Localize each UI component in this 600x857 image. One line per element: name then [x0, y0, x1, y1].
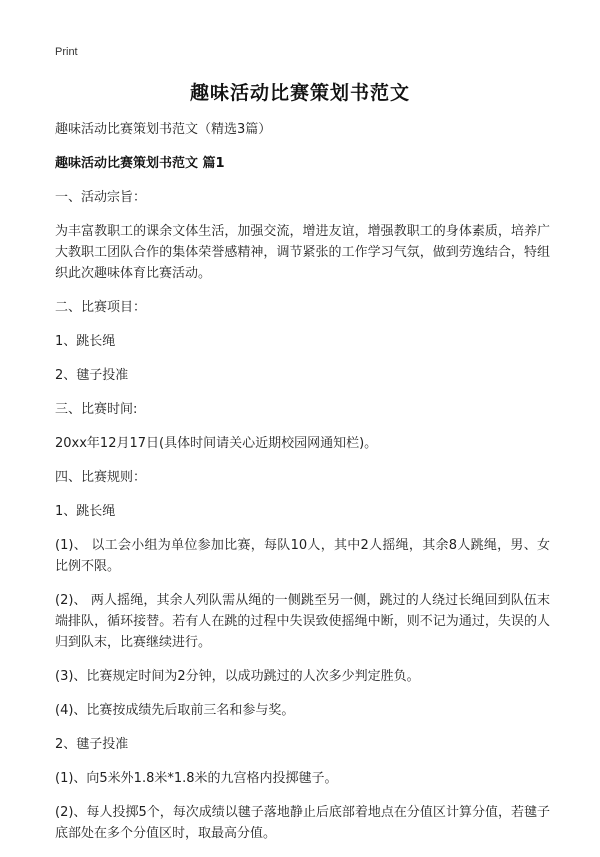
print-label: Print	[55, 46, 78, 58]
paragraph: (2)、每人投掷5个，每次成绩以毽子落地静止后底部着地点在分值区计算分值，若毽子底部处在多个分值区时，取最高分值。	[55, 805, 550, 841]
paragraph: 2、毽子投准	[55, 737, 129, 752]
paragraph: 1、跳长绳	[55, 334, 116, 349]
paragraph: (2)、 两人摇绳，其余人列队需从绳的一侧跳至另一侧，跳过的人绕过长绳回到队伍末端排队，循环接替。若有人在跳的过程中失误致使摇绳中断，则不记为通过，失误的人归到队末，比赛继续进行。	[55, 593, 550, 650]
paragraph: 一、活动宗旨：	[55, 190, 147, 205]
paragraph: 20xx年12月17日(具体时间请关心近期校园网通知栏)。	[55, 436, 378, 451]
paragraph: (4)、比赛按成绩先后取前三名和参与奖。	[55, 703, 295, 718]
document-body	[55, 119, 550, 857]
paragraph: 二、比赛项目：	[55, 300, 147, 315]
paragraph: 三、比赛时间:	[55, 402, 138, 417]
paragraph: 四、比赛规则：	[55, 470, 147, 485]
paragraph: (1)、 以工会小组为单位参加比赛，每队10人，其中2人摇绳，其余8人跳绳，男、女比例不限。	[55, 538, 550, 574]
paragraph: 1、跳长绳	[55, 504, 116, 519]
paragraph: 2、毽子投准	[55, 368, 129, 383]
paragraph: (1)、向5米外1.8米*1.8米的九宫格内投掷毽子。	[55, 771, 338, 786]
document-title: 趣味活动比赛策划书范文	[189, 82, 410, 104]
paragraph: 为丰富教职工的课余文体生活，加强交流，增进友谊，增强教职工的身体素质，培养广大教职工团队合作的集体荣誉感精神，调节紧张的工作学习气氛，做到劳逸结合，特组织此次趣味体育比赛活动。	[55, 224, 550, 281]
paragraph-subtitle: 趣味活动比赛策划书范文（精选3篇）	[55, 122, 272, 137]
section-heading: 趣味活动比赛策划书范文 篇1	[55, 156, 225, 171]
paragraph: (3)、比赛规定时间为2分钟，以成功跳过的人次多少判定胜负。	[55, 669, 420, 684]
